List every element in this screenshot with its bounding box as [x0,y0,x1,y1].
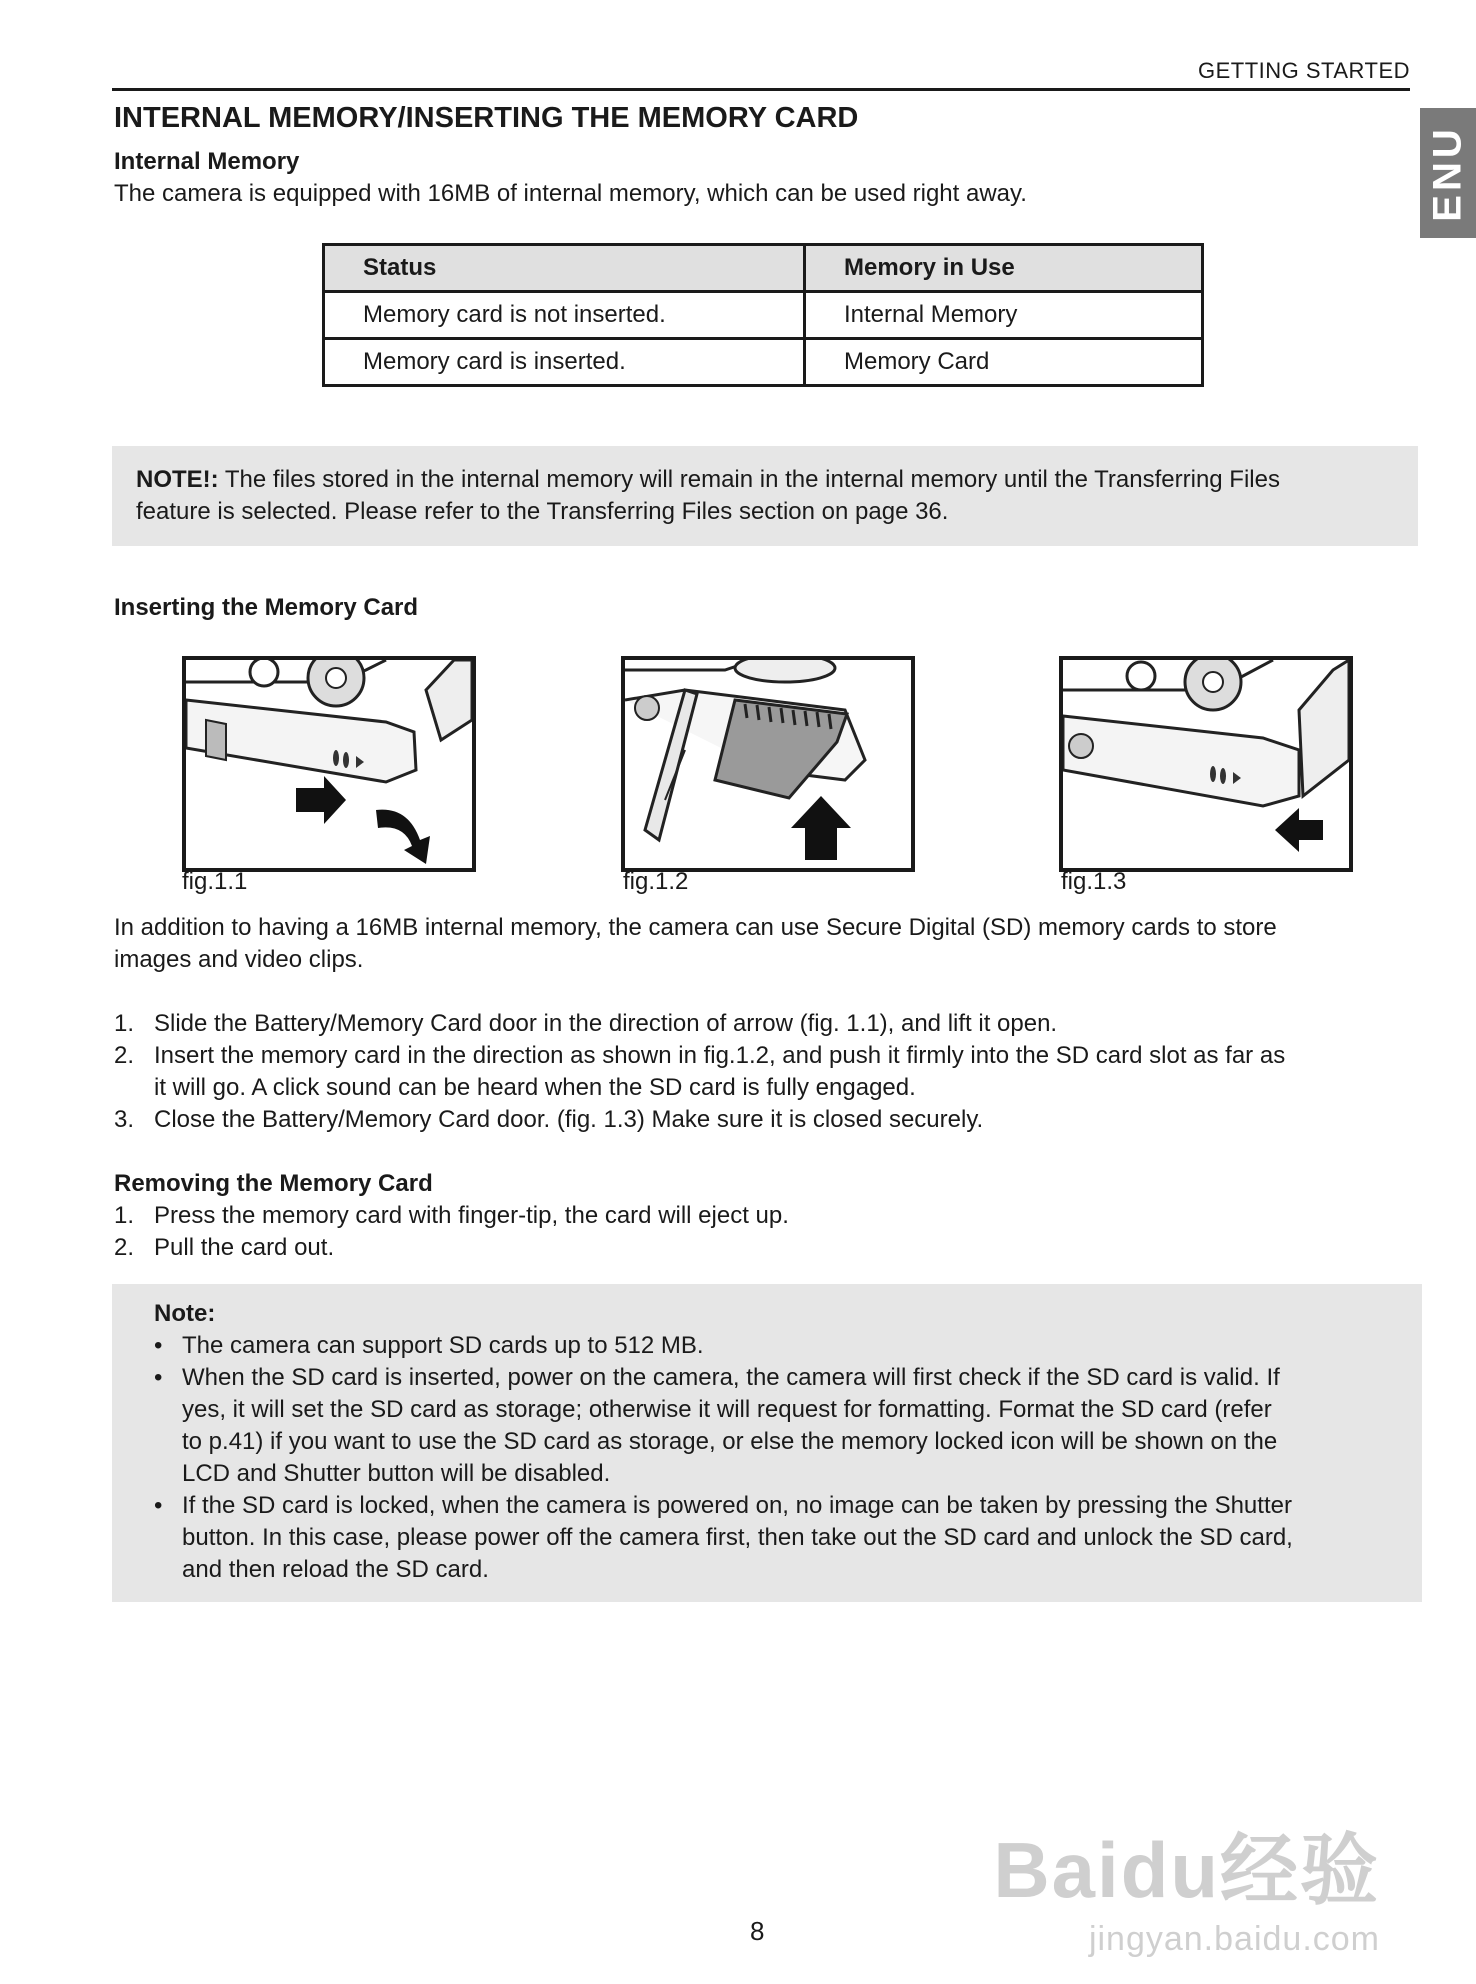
note-text-line: The files stored in the internal memory will remain in the internal memory until the Transferring Files [218,466,1280,493]
figure-1-3 [1059,656,1353,872]
watermark-url: jingyan.baidu.com [1088,1920,1380,1958]
list-item [114,1232,1414,1264]
intro-line: In addition to having a 16MB internal memory, the camera can use Secure Digital (SD) memory cards to store [114,914,1277,941]
list-item [114,1104,1414,1136]
note-box-sd-card [112,1284,1422,1602]
sd-card-insert-illustration [625,660,911,868]
language-tab [1420,108,1476,238]
step-text: it will go. A click sound can be heard when the SD card is fully engaged. [154,1074,916,1101]
figure-1-1 [182,656,476,872]
figure-caption: fig.1.2 [623,868,689,895]
table-cell: Memory Card [805,339,1203,386]
step-text: Slide the Battery/Memory Card door in the direction of arrow (fig. 1.1), and lift it open. [154,1010,1058,1037]
camera-door-close-illustration [1063,660,1349,868]
removing-heading: Removing the Memory Card [114,1170,433,1197]
header-rule [112,88,1410,91]
bullet-text: If the SD card is locked, when the camera is powered on, no image can be taken by pressing the Shutter [182,1492,1292,1519]
table-header: Status [324,245,805,292]
note-bullets [154,1330,1404,1586]
table-header: Memory in Use [805,245,1203,292]
bullet-icon: • [154,1492,163,1519]
step-text: Close the Battery/Memory Card door. (fig. 1.3) Make sure it is closed securely. [154,1106,984,1133]
page-number: 8 [750,1916,765,1946]
bullet-text: and then reload the SD card. [182,1556,489,1583]
step-number: 1. [114,1010,135,1037]
watermark [993,1808,1380,1959]
section-label: GETTING STARTED [1197,58,1410,83]
removing-steps [114,1200,1414,1264]
step-number: 3. [114,1106,135,1133]
note-text-line: feature is selected. Please refer to the Transferring Files section on page 36. [136,498,949,525]
step-number: 2. [114,1042,135,1069]
table-row [324,339,1203,386]
note-label: Note: [154,1300,216,1327]
language-tab-label: ENU [1425,124,1470,222]
page-title: INTERNAL MEMORY/INSERTING THE MEMORY CARD [114,102,859,134]
table-cell: Memory card is not inserted. [324,292,805,339]
step-text: Pull the card out. [154,1234,335,1261]
bullet-text: When the SD card is inserted, power on the camera, the camera will first check if the SD card is valid. If [182,1364,1280,1391]
list-item [114,1040,1414,1104]
bullet-icon: • [154,1332,163,1359]
inserting-heading: Inserting the Memory Card [114,594,419,621]
inserting-intro [114,912,1277,976]
intro-line: images and video clips. [114,946,364,973]
table-row [324,292,1203,339]
list-item [114,1008,1414,1040]
bullet-text: LCD and Shutter button will be disabled. [182,1460,611,1487]
list-item [154,1362,1404,1490]
figure-caption: fig.1.1 [182,868,248,895]
step-text: Press the memory card with finger-tip, the card will eject up. [154,1202,789,1229]
table-header-row [324,245,1203,292]
bullet-text: to p.41) if you want to use the SD card as storage, or else the memory locked icon will be shown on the [182,1428,1278,1455]
bullet-text: yes, it will set the SD card as storage; otherwise it will request for formatting. Format the SD card (refer [182,1396,1272,1423]
bullet-icon: • [154,1364,163,1391]
bullet-text: The camera can support SD cards up to 512 MB. [182,1332,704,1359]
note-label: NOTE!: [136,466,219,493]
internal-memory-text: The camera is equipped with 16MB of internal memory, which can be used right away. [114,180,1027,207]
bullet-text: button. In this case, please power off the camera first, then take out the SD card and unlock the SD card, [182,1524,1293,1551]
list-item [154,1330,1404,1362]
list-item [154,1490,1404,1586]
table-cell: Memory card is inserted. [324,339,805,386]
figure-caption: fig.1.3 [1061,868,1127,895]
inserting-steps [114,1008,1414,1136]
step-number: 2. [114,1234,135,1261]
table-cell: Internal Memory [805,292,1203,339]
step-number: 1. [114,1202,135,1229]
camera-door-slide-illustration [186,660,472,868]
list-item [114,1200,1414,1232]
step-text: Insert the memory card in the direction as shown in fig.1.2, and push it firmly into the SD card slot as far as [154,1042,1286,1069]
figure-1-2 [621,656,915,872]
note-box-internal-memory [112,446,1418,546]
memory-table [322,243,1204,387]
internal-memory-heading: Internal Memory [114,148,300,175]
watermark-logo: Baidu经验 [993,1826,1380,1914]
